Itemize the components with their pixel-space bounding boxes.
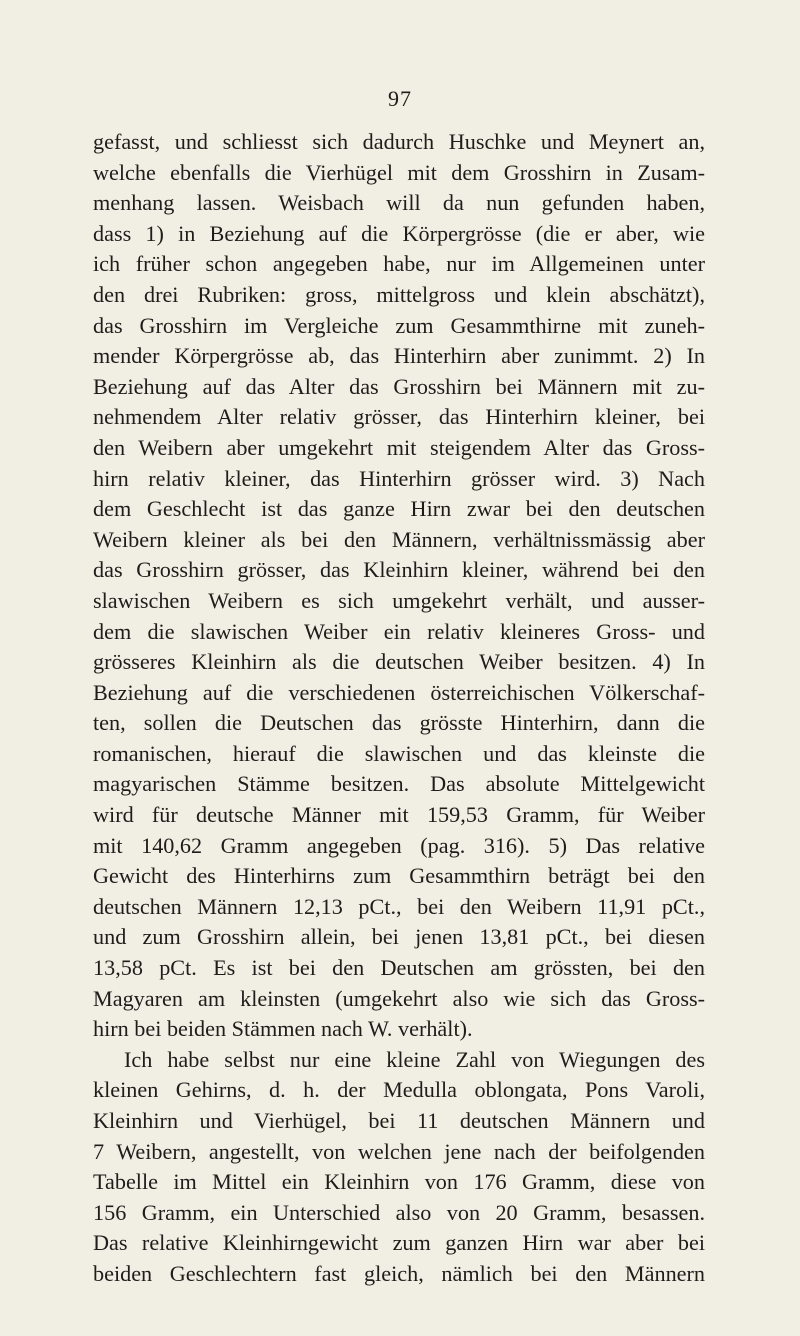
text-line: gefasst, und schliesst sich dadurch Huschke und Meynert an,	[93, 129, 705, 154]
text-line: beiden Geschlechtern fast gleich, nämlich bei den Männern	[93, 1260, 705, 1286]
text-line: menhang lassen. Weisbach will da nun gefunden haben,	[93, 190, 705, 216]
text-line: ten, sollen die Deutschen das grösste Hinterhirn, dann die	[93, 710, 705, 736]
text-line: 7 Weibern, angestellt, von welchen jene nach der beifolgenden	[93, 1138, 705, 1164]
text-line: deutschen Männern 12,13 pCt., bei den Weibern 11,91 pCt.,	[93, 893, 705, 919]
text-line: hirn relativ kleiner, das Hinterhirn grösser wird. 3) Nach	[93, 465, 705, 491]
text-line: ich früher schon angegeben habe, nur im Allgemeinen unter	[93, 251, 705, 277]
page-number: 97	[388, 86, 412, 111]
text-line: das Grosshirn im Vergleiche zum Gesammthirne mit zuneh-	[93, 312, 705, 338]
text-line: Beziehung auf das Alter das Grosshirn bei Männern mit zu-	[93, 373, 705, 399]
body-text	[93, 127, 705, 1290]
text-line: Magyaren am kleinsten (umgekehrt also wie sich das Gross-	[93, 985, 705, 1011]
paragraph-first-line: Ich habe selbst nur eine kleine Zahl von Wiegungen des	[124, 1046, 705, 1072]
text-line: dem Geschlecht ist das ganze Hirn zwar bei den deutschen	[93, 496, 705, 522]
text-line: Gewicht des Hinterhirns zum Gesammthirn beträgt bei den	[93, 863, 705, 889]
text-line: grösseres Kleinhirn als die deutschen Weiber besitzen. 4) In	[93, 649, 705, 675]
text-line: Weibern kleiner als bei den Männern, verhältnissmässig aber	[93, 526, 705, 552]
text-line: das Grosshirn grösser, das Kleinhirn kleiner, während bei den	[93, 557, 705, 583]
text-line: slawischen Weibern es sich umgekehrt verhält, und ausser-	[93, 587, 705, 613]
text-line: den drei Rubriken: gross, mittelgross und klein abschätzt),	[93, 281, 705, 307]
text-line: dem die slawischen Weiber ein relativ kleineres Gross- und	[93, 618, 705, 644]
paragraph-last-line: hirn bei beiden Stämmen nach W. verhält).	[93, 1016, 473, 1042]
text-line: 156 Gramm, ein Unterschied also von 20 Gramm, besassen.	[93, 1199, 705, 1225]
text-line: romanischen, hierauf die slawischen und das kleinste die	[93, 740, 705, 766]
text-line: mit 140,62 Gramm angegeben (pag. 316). 5) Das relative	[93, 832, 705, 858]
text-line: 13,58 pCt. Es ist bei den Deutschen am grössten, bei den	[93, 955, 705, 981]
text-line: wird für deutsche Männer mit 159,53 Gramm, für Weiber	[93, 802, 705, 828]
text-line: und zum Grosshirn allein, bei jenen 13,81 pCt., bei diesen	[93, 924, 705, 950]
text-line: nehmendem Alter relativ grösser, das Hinterhirn kleiner, bei	[93, 404, 705, 430]
text-line: kleinen Gehirns, d. h. der Medulla oblongata, Pons Varoli,	[93, 1077, 705, 1103]
text-line: dass 1) in Beziehung auf die Körpergrösse (die er aber, wie	[93, 220, 705, 246]
text-line: magyarischen Stämme besitzen. Das absolute Mittelgewicht	[93, 771, 705, 797]
text-line: Beziehung auf die verschiedenen österreichischen Völkerschaf-	[93, 679, 705, 705]
text-line: mender Körpergrösse ab, das Hinterhirn aber zunimmt. 2) In	[93, 343, 705, 369]
text-line: den Weibern aber umgekehrt mit steigendem Alter das Gross-	[93, 434, 705, 460]
text-line: Kleinhirn und Vierhügel, bei 11 deutschen Männern und	[93, 1108, 705, 1133]
text-line: welche ebenfalls die Vierhügel mit dem Grosshirn in Zusam-	[93, 159, 705, 185]
text-line: Das relative Kleinhirngewicht zum ganzen Hirn war aber bei	[93, 1230, 705, 1256]
text-line: Tabelle im Mittel ein Kleinhirn von 176 Gramm, diese von	[93, 1169, 705, 1195]
